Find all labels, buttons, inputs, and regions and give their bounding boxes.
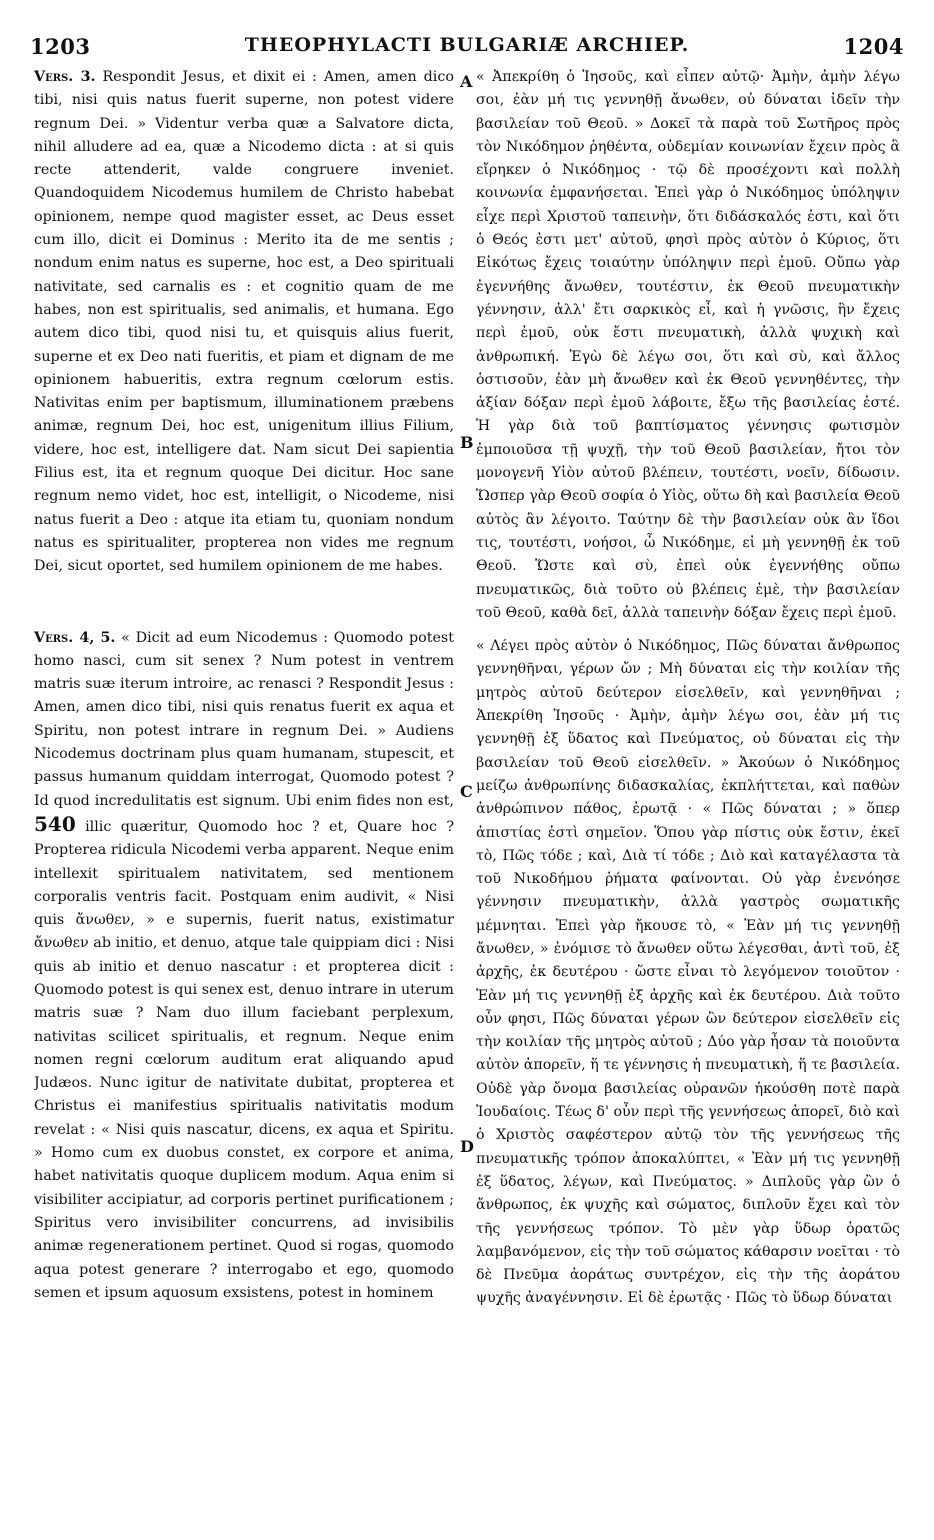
latin-column [34, 66, 454, 1532]
greek-paragraph-1: « Ἀπεκρίθη ὁ Ἰησοῦς, καὶ εἶπεν αὐτῷ· Ἀμὴν, ἀμὴν λέγω σοι, ἐὰν μή τις γεννηθῇ ἄνωθεν, οὐ δύναται ἰδεῖν τὴν βασιλείαν τοῦ Θεοῦ. » Δοκεῖ τὰ παρὰ τοῦ Σωτῆρος πρὸς τὸν Νικόδημον ῥηθέντα, οὐδεμίαν κοινωνίαν ἔχειν πρὸς ἃ εἴρηκεν ὁ Νικόδημος · τῷ δὲ προσέχοντι καὶ πολλὴ κοινωνία ἐμφανήσεται. Ἐπεὶ γὰρ ὁ Νικόδημος ὑπόληψιν εἶχε περὶ Χριστοῦ ταπεινὴν, ὅτι διδάσκαλός ἐστι, καὶ ὅτι ὁ Θεός ἐστι μετ' αὐτοῦ, φησὶ πρὸς αὐτὸν ὁ Κύριος, ὅτι Εἰκότως ἔχεις τοιαύτην ὑπόληψιν περὶ ἐμοῦ. Οὔπω γὰρ ἐγεννήθης ἄνωθεν, τουτέστιν, ἐκ Θεοῦ πνευματικὴν γέννησιν, ἀλλ' ἔτι σαρκικὸς εἶ, καὶ ἡ γνῶσις, ἣν ἔχεις περὶ ἐμοῦ, οὐκ ἔστι πνευματικὴ, ἀλλὰ ψυχικὴ καὶ ἀνθρωπική. Ἐγὼ δὲ λέγω σοι, ὅτι καὶ σὺ, καὶ ἄλλος ὁστισοῦν, ἐὰν μὴ ἄνωθεν καὶ ἐκ Θεοῦ γεννηθέντες, τὴν ἀξίαν δόξαν περὶ ἐμοῦ λάβοιτε, ἔξω τῆς βασιλείας ἐστέ. Ἡ γὰρ διὰ τοῦ βαπτίσματος γέννησις φωτισμὸν ἐμποιοῦσα τῇ ψυχῇ, τὴν τοῦ Θεοῦ βασιλείαν, ἤτοι τὸν μονογενῆ Υἱὸν αὐτοῦ βλέπειν, τουτέστι, νοεῖν, δίδωσιν. Ὥσπερ γὰρ Θεοῦ σοφία ὁ Υἱὸς, οὕτω δὴ καὶ βασιλεία Θεοῦ αὐτὸς ἂν λέγοιτο. Ταύτην δὲ τὴν βασιλείαν οὐκ ἂν ἴδοι τις, τουτέστι, νοήσοι, ὦ Νικόδημε, εἰ μὴ γεννηθῇ ἐκ τοῦ Θεοῦ. Ὥστε καὶ σὺ, ἐπεὶ οὐκ ἐγεννήθης οὔπω πνευματικῶς, διὰ τοῦτο οὐ βλέπεις ἐμὲ, τὴν βασιλείαν τοῦ Θεοῦ, καθὰ δεῖ, ἀλλὰ ταπεινὴν δόξαν ἔχεις περὶ ἐμοῦ. [476, 69, 900, 621]
verse-label: Vers. 4, 5. [34, 629, 116, 646]
paragraph-gap [34, 579, 454, 627]
left-page-number: 1203 [30, 34, 91, 59]
latin-text: Respondit Jesus, et dixit ei : Amen, amen dico tibi, nisi quis natus fuerit superne, non potest videre regnum Dei. » Videntur verba quæ a Salvatore dicta, nihil alludere ad ea, quæ a Nicodemo dicta : at si quis recte attenderit, valde congruere inveniet. Quandoquidem Nicodemus humilem de Christo habebat opinionem, nempe quod magister esset, ac Deus esset cum illo, dicit ei Dominus : Merito ita de me sentis ; nondum enim natus es superne, hoc est, a Deo spirituali nativitate, sed carnalis es : et cognitio quam de me habes, non est spiritualis, sed animalis, et humana. Ego autem dico tibi, quod nisi tu, et quisquis alius fuerit, superne et ex Deo nati fueritis, et piam et dignam de me opinionem habueritis, extra regnum cœlorum estis. Nativitas enim per baptismum, illuminationem præbens animæ, regnum Dei, hoc est, unigenitum illius Filium, videre, hoc est, intelligere dat. Nam sicut Dei sapientia Filius est, ita et regnum quoque Dei dicitur. Hoc sane regnum nemo videt, hoc est, intelligit, o Nicodeme, nisi natus fuerit a Deo : atque ita etiam tu, quoniam nondum natus es spiritualiter, propterea non vides me regnum Dei, sicut oportet, sed humilem opinionem de me habes. [34, 69, 454, 575]
margin-letter-b: B [460, 433, 474, 452]
latin-paragraph-vers-3 [34, 66, 454, 579]
latin-text: illic quæritur, Quomodo hoc ? et, Quare hoc ? Propterea ridicula Nicodemi verba apparent. Neque enim intellexit spiritualem nativitatem, sed mentionem corporalis ventris facit. Postquam enim audivit, « Nisi quis ἄνωθεν, » e supernis, fuerit natus, existimatur ἄνωθεν ab initio, et denuo, atque tale quippiam dici : Nisi quis ab initio et denuo nascatur : et propterea dicit : Quomodo potest is qui senex est, denuo intrare in uterum matris suæ ? Nam duo illum faciebant perplexum, nativitas scilicet spiritualis, et regnum. Neque enim nomen regni cœlorum auditum erat aliquando apud Judæos. Nunc igitur de nativitate dubitat, propterea et Christus ei manifestius spiritualis nativitatis modum revelat : « Nisi quis nascatur, dicens, ex aqua et Spiritu. » Homo cum ex duobus constet, ex corpore et anima, habet nativitatis quoque duplicem modum. Aqua enim si visibiliter accipiatur, ad corporis pertinet purificationem ; Spiritus vero invisibiliter concurrens, ad invisibilis animæ regenerationem pertinet. Quod si rogas, quomodo aqua potest generare ? interrogabo et ego, quomodo semen et ipsum aquosum exsistens, potest in hominem [34, 818, 454, 1301]
margin-letter-a: A [460, 72, 473, 91]
running-header [30, 34, 904, 62]
greek-column [476, 66, 900, 1532]
right-page-number: 1204 [843, 34, 904, 59]
latin-text: « Dicit ad eum Nicodemus : Quomodo potest homo nasci, cum sit senex ? Num potest in ventrem matris suæ iterum introire, ac renasci ? Respondit Jesus : Amen, amen dico tibi, nisi quis renatus fuerit ex aqua et Spiritu, non potest intrare in regnum Dei. » Audiens Nicodemus doctrinam plus quam humanam, stupescit, et passus humanum quiddam interrogat, Quomodo potest ? Id quod incredulitatis est signum. Ubi enim fides non est, [34, 629, 454, 809]
column-number: 540 [34, 811, 76, 836]
margin-letter-c: C [460, 782, 473, 801]
latin-paragraph-vers-4-5 [34, 627, 454, 1306]
running-title: THEOPHYLACTI BULGARIÆ ARCHIEP. [244, 34, 690, 56]
verse-label: Vers. 3. [34, 69, 96, 85]
margin-letter-d: D [460, 1137, 474, 1156]
greek-paragraph-2: « Λέγει πρὸς αὐτὸν ὁ Νικόδημος, Πῶς δύναται ἄνθρωπος γεννηθῆναι, γέρων ὤν ; Μὴ δύναται εἰς τὴν κοιλίαν τῆς μητρὸς αὐτοῦ δεύτερον εἰσελθεῖν, καὶ γεννηθῆναι ; Ἀπεκρίθη Ἰησοῦς · Ἀμὴν, ἀμὴν λέγω σοι, ἐὰν μή τις γεννηθῇ ἐξ ὕδατος καὶ Πνεύματος, οὐ δύναται εἰς τὴν βασιλείαν τοῦ Θεοῦ εἰσελθεῖν. » Ἀκούων ὁ Νικόδημος μείζω ἀνθρωπίνης διδασκαλίας, ἐκπλήττεται, καὶ παθὼν ἀνθρώπινον πάθος, ἐρωτᾷ · « Πῶς δύναται ; » ὅπερ ἀπιστίας ἐστὶ σημεῖον. Ὅπου γὰρ πίστις οὐκ ἔστιν, ἐκεῖ τὸ, Πῶς τόδε ; καὶ, Διὰ τί τόδε ; Διὸ καὶ καταγέλαστα τὰ τοῦ Νικοδήμου ῥήματα φαίνονται. Οὐ γὰρ ἐνενόησε γέννησιν πνευματικὴν, ἀλλὰ γαστρὸς σωματικῆς μέμνηται. Ἐπεὶ γὰρ ἤκουσε τὸ, « Ἐὰν μή τις γεννηθῇ ἄνωθεν, » ἐνόμισε τὸ ἄνωθεν οὕτω λέγεσθαι, ἀντὶ τοῦ, ἐξ ἀρχῆς, ἐκ δευτέρου · ὥστε εἶναι τὸ λεγόμενον τοιοῦτον · Ἐὰν μή τις γεννηθῇ ἐξ ἀρχῆς καὶ ἐκ δευτέρου. Διὰ τοῦτο οὖν φησι, Πῶς δύναται γέρων ὢν δεύτερον εἰσελθεῖν εἰς τὴν κοιλίαν τῆς μητρὸς αὐτοῦ ; Δύο γὰρ ἦσαν τὰ ποιοῦντα αὐτὸν ἀπορεῖν, ἥ τε γέννησις ἡ πνευματικὴ, ἥ τε βασιλεία. Οὐδὲ γὰρ ὄνομα βασιλείας οὐρανῶν ἠκούσθη ποτὲ παρὰ Ἰουδαίοις. Τέως δ' οὖν περὶ τῆς γεννήσεως ἀπορεῖ, διὸ καὶ ὁ Χριστὸς σαφέστερον αὐτῷ τὸν τῆς γεννήσεως τῆς πνευματικῆς τρόπον ἀποκαλύπτει, « Ἐὰν μή τις γεννηθῇ ἐξ ὕδατος, λέγων, καὶ Πνεύματος. » Διπλοῦς γὰρ ὢν ὁ ἄνθρωπος, ἐκ ψυχῆς καὶ σώματος, διπλοῦν ἔχει καὶ τὸν τῆς γεννήσεως τρόπον. Τὸ μὲν γὰρ ὕδωρ ὁρατῶς λαμβανόμενον, εἰς τὴν τοῦ σώματος κάθαρσιν νοεῖται · τὸ δὲ Πνεῦμα ἀοράτως συντρέχον, εἰς τὴν τῆς ἀοράτου ψυχῆς ἀναγέννησιν. Εἰ δὲ ἐρωτᾷς · Πῶς τὸ ὕδωρ δύναται [476, 638, 900, 1307]
paragraph-gap [476, 625, 900, 635]
